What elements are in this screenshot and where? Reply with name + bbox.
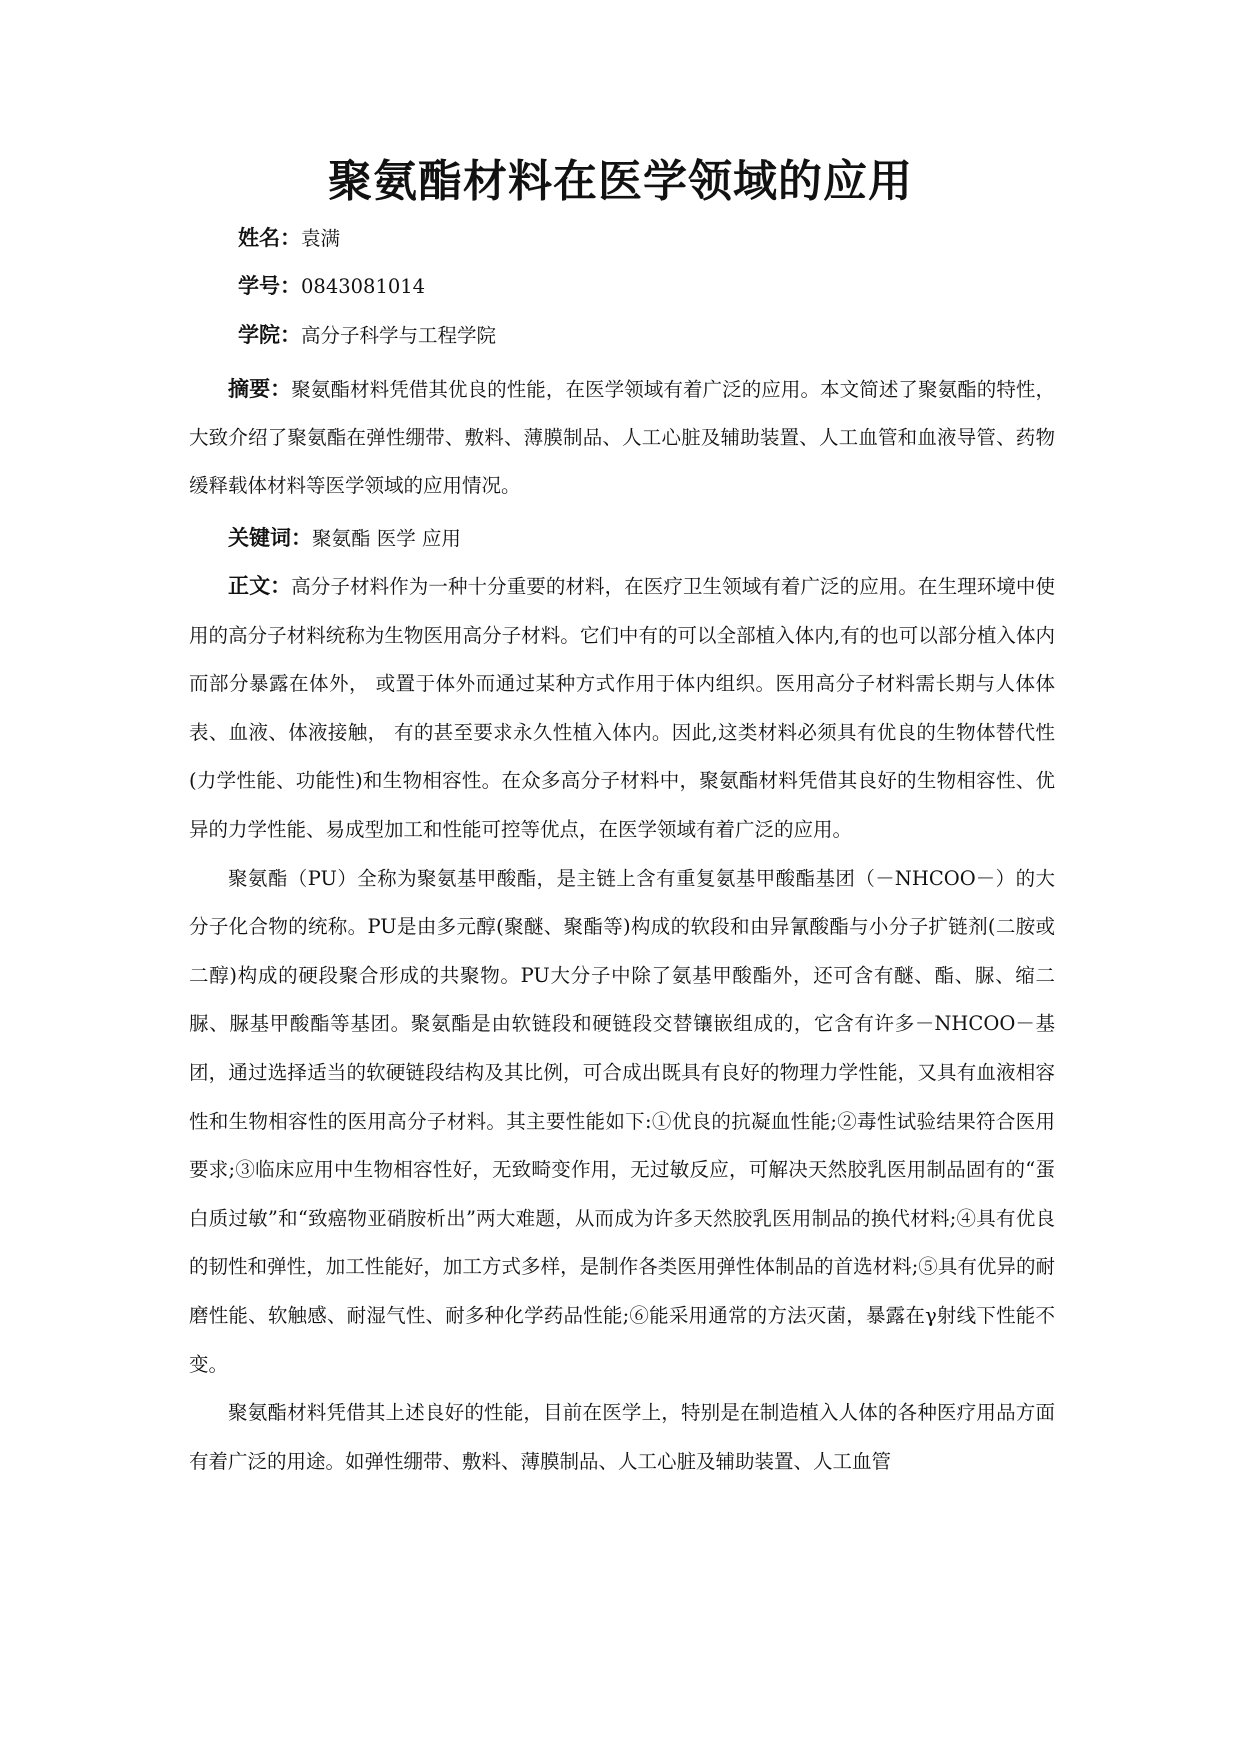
student-id-value: 0843081014 <box>301 275 426 298</box>
keywords-label: 关键词： <box>228 526 312 550</box>
student-id-line <box>238 272 425 301</box>
body-label: 正文： <box>228 574 292 598</box>
name-line <box>238 224 340 253</box>
abstract-paragraph <box>189 365 1055 510</box>
page-title: 聚氨酯材料在医学领域的应用 <box>328 156 913 207</box>
abstract-section <box>189 365 1055 510</box>
college-label: 学院： <box>238 323 301 347</box>
body-paragraph-3: 聚氨酯材料凭借其上述良好的性能，目前在医学上，特别是在制造植入人体的各种医疗用品方面有着广泛的用途。如弹性绷带、敷料、薄膜制品、人工心脏及辅助装置、人工血管 <box>189 1401 1055 1473</box>
abstract-text: 聚氨酯材料凭借其优良的性能，在医学领域有着广泛的应用。本文简述了聚氨酯的特性，大致介绍了聚氨酯在弹性绷带、敷料、薄膜制品、人工心脏及辅助装置、人工血管和血液导管、药物缓释载体材料等医学领域的应用情况。 <box>189 378 1055 497</box>
student-id-label: 学号： <box>238 274 301 298</box>
name-label: 姓名： <box>238 226 301 250</box>
college-value: 高分子科学与工程学院 <box>301 324 497 347</box>
name-value: 袁满 <box>301 227 341 250</box>
body-paragraph-1-text: 高分子材料作为一种十分重要的材料，在医疗卫生领域有着广泛的应用。在生理环境中使用的高分子材料统称为生物医用高分子材料。它们中有的可以全部植入体内,有的也可以部分植入体内而部分暴露在体外， 或置于体外而通过某种方式作用于体内组织。医用高分子材料需长期与人体体表、血液、体液接触， 有的甚至要求永久性植入体内。因此,这类材料必须具有优良的生物体替代性(力学性能、功能性)和生物相容性。在众多高分子材料中，聚氨酯材料凭借其良好的生物相容性、优异的力学性能、易成型加工和性能可控等优点，在医学领域有着广泛的应用。 <box>189 575 1055 841</box>
keywords-section <box>189 514 1055 563</box>
main-text-section <box>189 562 1055 1486</box>
keywords-paragraph <box>189 514 1055 563</box>
body-paragraph-2: 聚氨酯（PU）全称为聚氨基甲酸酯，是主链上含有重复氨基甲酸酯基团（－NHCOO－）的大分子化合物的统称。PU是由多元醇(聚醚、聚酯等)构成的软段和由异氰酸酯与小分子扩链剂(二胺或二醇)构成的硬段聚合形成的共聚物。PU大分子中除了氨基甲酸酯外，还可含有醚、酯、脲、缩二脲、脲基甲酸酯等基团。聚氨酯是由软链段和硬链段交替镶嵌组成的，它含有许多－NHCOO－基团，通过选择适当的软硬链段结构及其比例，可合成出既具有良好的物理力学性能，又具有血液相容性和生物相容性的医用高分子材料。其主要性能如下:①优良的抗凝血性能;②毒性试验结果符合医用要求;③临床应用中生物相容性好，无致畸变作用，无过敏反应，可解决天然胶乳医用制品固有的“蛋白质过敏”和“致癌物亚硝胺析出”两大难题，从而成为许多天然胶乳医用制品的换代材料;④具有优良的韧性和弹性，加工性能好，加工方式多样，是制作各类医用弹性体制品的首选材料;⑤具有优异的耐磨性能、软触感、耐湿气性、耐多种化学药品性能;⑥能采用通常的方法灭菌，暴露在γ射线下性能不变。 <box>189 866 1055 1376</box>
keywords-text: 聚氨酯 医学 应用 <box>312 527 461 550</box>
abstract-label: 摘要： <box>228 377 292 401</box>
body-paragraph-1 <box>189 562 1055 855</box>
college-line <box>238 321 496 350</box>
